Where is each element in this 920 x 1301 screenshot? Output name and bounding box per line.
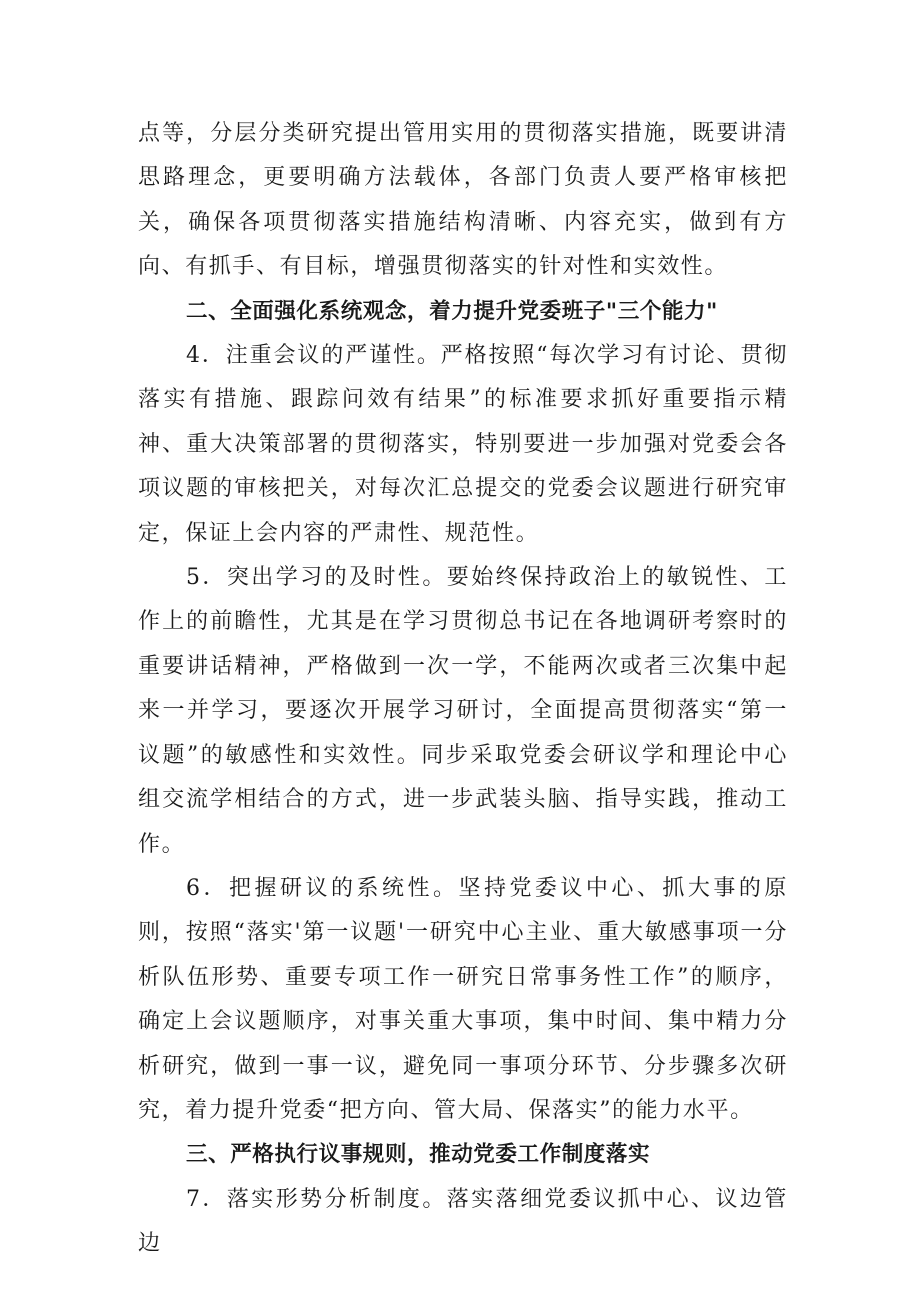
section-heading-2: 二、全面强化系统观念，着力提升党委班子"三个能力" (186, 298, 718, 324)
section-heading-3: 三、严格执行议事规则，推动党委工作制度落实 (186, 1142, 651, 1168)
paragraph-continuation: 点等，分层分类研究提出管用实用的贯彻落实措施，既要讲清思路理念，更要明确方法载体，各部门负责人要严格审核把关，确保各项贯彻落实措施结构清晰、内容充实，做到有方向、有抓手、有目标，增强贯彻落实的针对性和实效性。 (138, 121, 788, 280)
paragraph-item-5: 5．突出学习的及时性。要始终保持政治上的敏锐性、工作上的前瞻性，尤其是在学习贯彻总书记在各地调研考察时的重要讲话精神，严格做到一次一学，不能两次或者三次集中起来一并学习，要逐次开展学习研讨，全面提高贯彻落实“第一议题”的敏感性和实效性。同步采取党委会研议学和理论中心组交流学相结合的方式，进一步武装头脑、指导实践，推动工作。 (138, 565, 788, 857)
paragraph-item-7: 7．落实形势分析制度。落实落细党委议抓中心、议边管边 (138, 1186, 788, 1257)
paragraph-item-4: 4．注重会议的严谨性。严格按照“每次学习有讨论、贯彻落实有措施、跟踪问效有结果”的标准要求抓好重要指示精神、重大决策部署的贯彻落实，特别要进一步加强对党委会各项议题的审核把关，对每次汇总提交的党委会议题进行研究审定，保证上会内容的严肃性、规范性。 (138, 343, 788, 546)
document-body (138, 112, 788, 1267)
paragraph-item-6: 6．把握研议的系统性。坚持党委议中心、抓大事的原则，按照“落实'第一议题'一研究中心主业、重大敏感事项一分析队伍形势、重要专项工作一研究日常事务性工作”的顺序，确定上会议题顺序，对事关重大事项，集中时间、集中精力分析研究，做到一事一议，避免同一事项分环节、分步骤多次研究，着力提升党委“把方向、管大局、保落实”的能力水平。 (138, 875, 788, 1123)
